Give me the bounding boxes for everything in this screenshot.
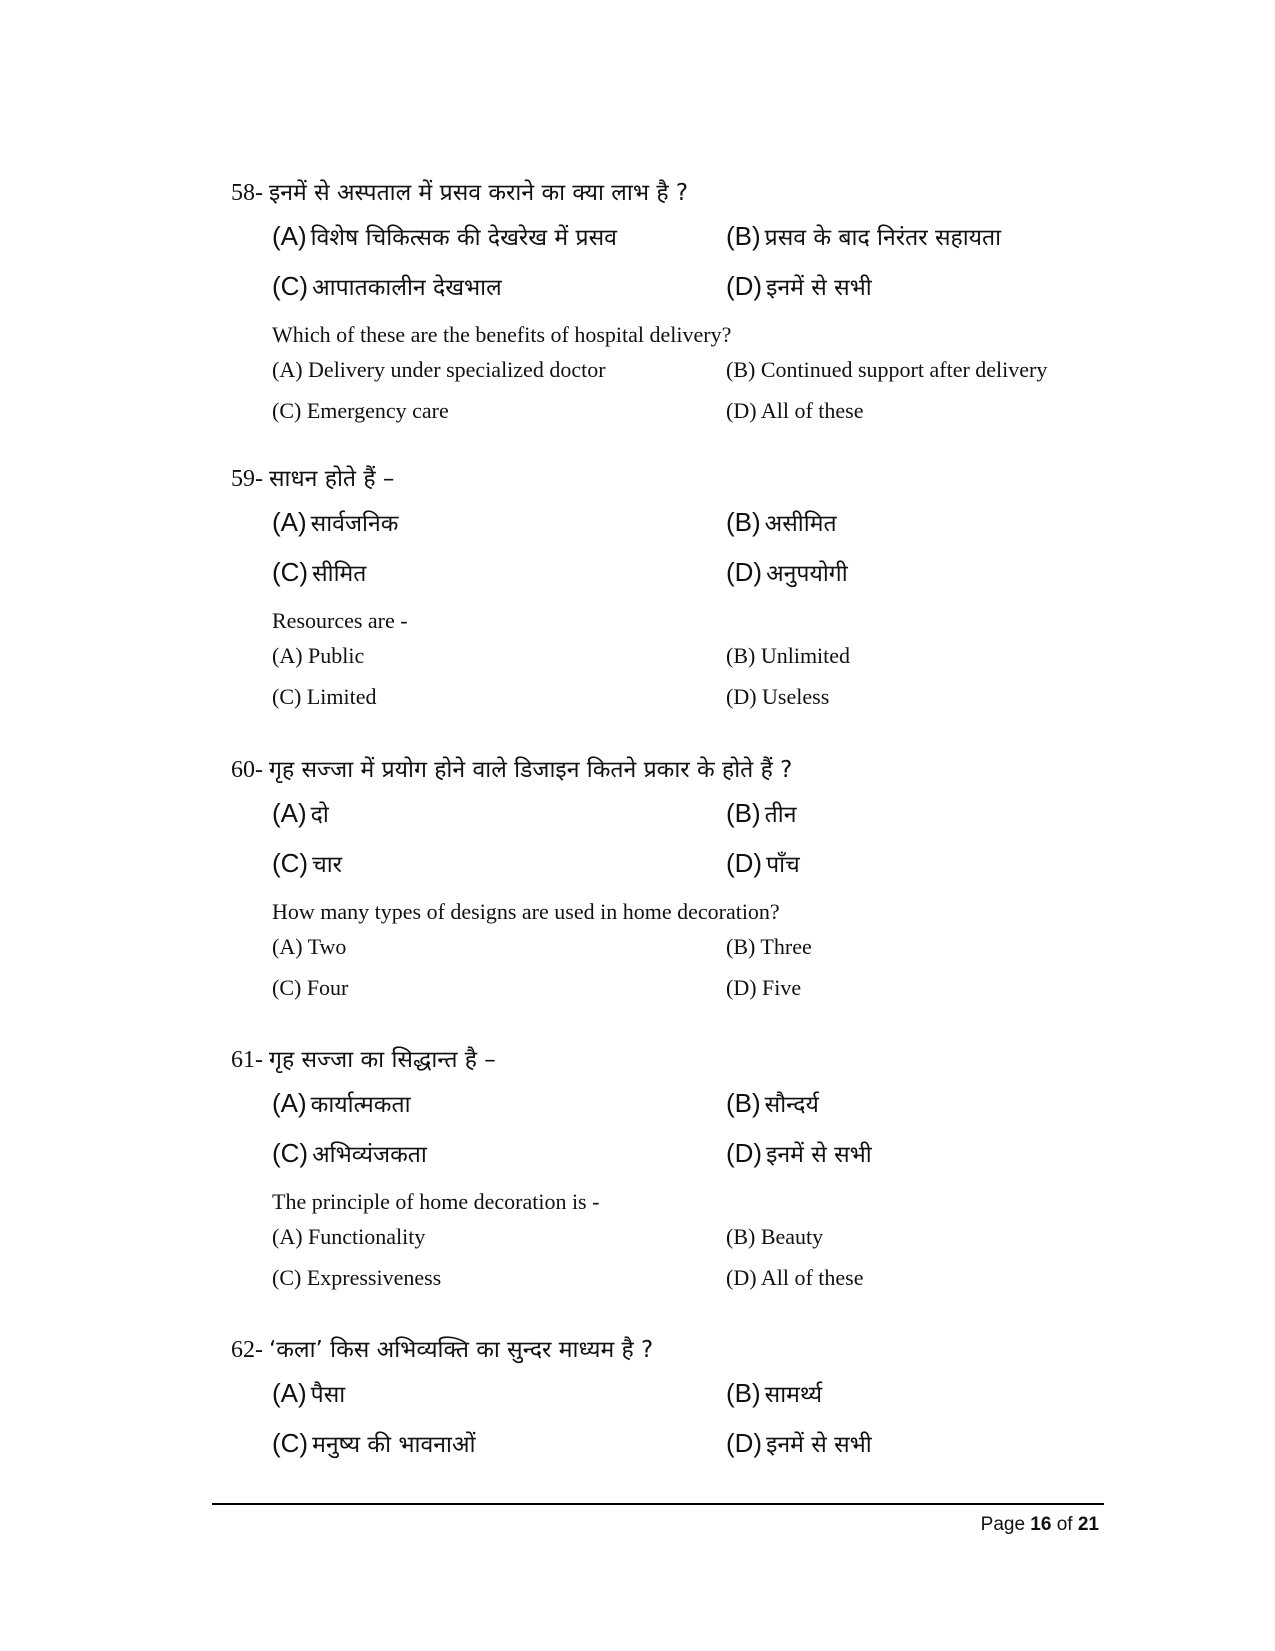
option-text: पाँच: [766, 852, 800, 878]
option-text: अनुपयोगी: [766, 561, 848, 587]
option-d-english: (D) All of these: [726, 398, 864, 423]
option-c-english: (C) Expressiveness: [272, 1265, 442, 1290]
option-c-english: (C) Limited: [272, 684, 377, 709]
option-letter: (D): [726, 1428, 763, 1458]
question-text-hindi: इनमें से अस्पताल में प्रसव कराने का क्या लाभ है ?: [269, 180, 689, 206]
option-letter: (D): [726, 1138, 763, 1168]
option-row-hindi: [231, 266, 1091, 316]
option-d-english: (D) Useless: [726, 684, 830, 709]
option-d-hindi: [726, 843, 800, 885]
option-row-english: [231, 1262, 1091, 1303]
option-row-english: [231, 931, 1091, 972]
option-row-english: [231, 1221, 1091, 1262]
option-c-english: (C) Four: [272, 975, 349, 1000]
option-letter: (D): [726, 271, 763, 301]
option-b-english: (B) Beauty: [726, 1224, 824, 1249]
option-c-hindi: [272, 266, 502, 308]
option-a-english: (A) Two: [272, 934, 347, 959]
option-text: तीन: [764, 802, 797, 828]
option-row-hindi: [231, 502, 1091, 552]
option-c-hindi: [272, 1133, 427, 1175]
option-row-hindi: [231, 1133, 1091, 1183]
total-pages: 21: [1077, 1514, 1099, 1535]
question-number: 60-: [231, 757, 263, 783]
option-letter: (C): [272, 1428, 309, 1458]
option-b-english: (B) Unlimited: [726, 643, 851, 668]
option-text: मनुष्य की भावनाओं: [312, 1432, 476, 1458]
option-a-hindi: [272, 1373, 345, 1415]
option-row-hindi: [231, 1373, 1091, 1423]
option-letter: (B): [726, 221, 761, 251]
option-a-hindi: [272, 216, 617, 258]
option-letter: (B): [726, 1088, 761, 1118]
option-a-hindi: [272, 793, 329, 835]
option-letter: (B): [726, 507, 761, 537]
option-letter: (D): [726, 557, 763, 587]
option-c-hindi: [272, 843, 342, 885]
question-number: 62-: [231, 1337, 263, 1363]
option-letter: (A): [272, 221, 307, 251]
question-hindi: [231, 1045, 1091, 1075]
option-a-hindi: [272, 1083, 411, 1125]
option-text: प्रसव के बाद निरंतर सहायता: [764, 225, 1002, 251]
option-text: इनमें से सभी: [766, 1142, 872, 1168]
option-letter: (D): [726, 848, 763, 878]
page-word: Page: [980, 1514, 1026, 1535]
footer-divider: [212, 1503, 1104, 1505]
option-row-hindi: [231, 843, 1091, 893]
option-text: विशेष चिकित्सक की देखरेख में प्रसव: [310, 225, 617, 251]
option-text: अभिव्यंजकता: [312, 1142, 427, 1168]
question-58: [231, 178, 1091, 436]
option-c-hindi: [272, 552, 366, 594]
question-59: [231, 464, 1091, 722]
option-row-english: [231, 972, 1091, 1013]
option-text: सामर्थ्य: [764, 1382, 823, 1408]
option-b-english: (B) Three: [726, 934, 812, 959]
page-number-footer: [981, 1512, 1099, 1538]
option-row-hindi: [231, 1423, 1091, 1473]
option-d-hindi: [726, 1133, 872, 1175]
option-b-english: (B) Continued support after delivery: [726, 357, 1048, 382]
option-letter: (B): [726, 798, 761, 828]
option-row-hindi: [231, 793, 1091, 843]
question-hindi: [231, 1335, 1091, 1365]
option-c-hindi: [272, 1423, 476, 1465]
option-text: दो: [310, 802, 329, 828]
option-a-english: (A) Functionality: [272, 1224, 426, 1249]
option-b-hindi: [726, 216, 1001, 258]
option-letter: (C): [272, 1138, 309, 1168]
question-62: [231, 1335, 1091, 1473]
question-61: [231, 1045, 1091, 1303]
question-text-english: How many types of designs are used in home decoration?: [272, 899, 780, 924]
option-row-english: [231, 640, 1091, 681]
option-letter: (A): [272, 1088, 307, 1118]
question-60: [231, 755, 1091, 1013]
option-row-english: [231, 395, 1091, 436]
option-letter: (A): [272, 507, 307, 537]
option-letter: (C): [272, 271, 309, 301]
option-text: सार्वजनिक: [310, 511, 399, 537]
option-text: कार्यात्मकता: [310, 1092, 411, 1118]
option-b-hindi: [726, 1083, 819, 1125]
question-text-english: Resources are -: [272, 608, 408, 633]
question-text-english: The principle of home decoration is -: [272, 1189, 600, 1214]
current-page: 16: [1030, 1514, 1052, 1535]
of-word: of: [1056, 1514, 1073, 1535]
option-text: सौन्दर्य: [764, 1092, 819, 1118]
option-text: आपातकालीन देखभाल: [312, 275, 502, 301]
option-d-hindi: [726, 1423, 872, 1465]
question-text-english: Which of these are the benefits of hospital delivery?: [272, 322, 732, 347]
option-a-english: (A) Delivery under specialized doctor: [272, 357, 606, 382]
option-b-hindi: [726, 502, 837, 544]
option-row-hindi: [231, 552, 1091, 602]
option-row-hindi: [231, 216, 1091, 266]
option-text: इनमें से सभी: [766, 1432, 872, 1458]
option-row-hindi: [231, 1083, 1091, 1133]
question-text-hindi: ‘कला’ किस अभिव्यक्ति का सुन्दर माध्यम है ?: [269, 1337, 654, 1363]
option-row-english: [231, 681, 1091, 722]
option-text: असीमित: [764, 511, 837, 537]
question-hindi: [231, 178, 1091, 208]
option-b-hindi: [726, 793, 797, 835]
option-d-hindi: [726, 266, 872, 308]
option-text: पैसा: [310, 1382, 346, 1408]
option-letter: (A): [272, 1378, 307, 1408]
question-number: 59-: [231, 466, 263, 492]
option-b-hindi: [726, 1373, 822, 1415]
option-text: इनमें से सभी: [766, 275, 872, 301]
question-text-hindi: गृह सज्जा का सिद्धान्त है –: [269, 1047, 496, 1073]
option-a-english: (A) Public: [272, 643, 365, 668]
option-letter: (B): [726, 1378, 761, 1408]
option-row-english: [231, 354, 1091, 395]
question-text-hindi: गृह सज्जा में प्रयोग होने वाले डिजाइन कितने प्रकार के होते हैं ?: [269, 757, 793, 783]
question-number: 58-: [231, 180, 263, 206]
option-text: चार: [312, 852, 343, 878]
option-d-english: (D) All of these: [726, 1265, 864, 1290]
question-text-hindi: साधन होते हैं –: [269, 466, 395, 492]
option-c-english: (C) Emergency care: [272, 398, 449, 423]
option-letter: (C): [272, 848, 309, 878]
option-text: सीमित: [312, 561, 367, 587]
option-letter: (A): [272, 798, 307, 828]
option-d-english: (D) Five: [726, 975, 802, 1000]
option-a-hindi: [272, 502, 398, 544]
question-number: 61-: [231, 1047, 263, 1073]
option-d-hindi: [726, 552, 848, 594]
question-hindi: [231, 755, 1091, 785]
question-hindi: [231, 464, 1091, 494]
option-letter: (C): [272, 557, 309, 587]
